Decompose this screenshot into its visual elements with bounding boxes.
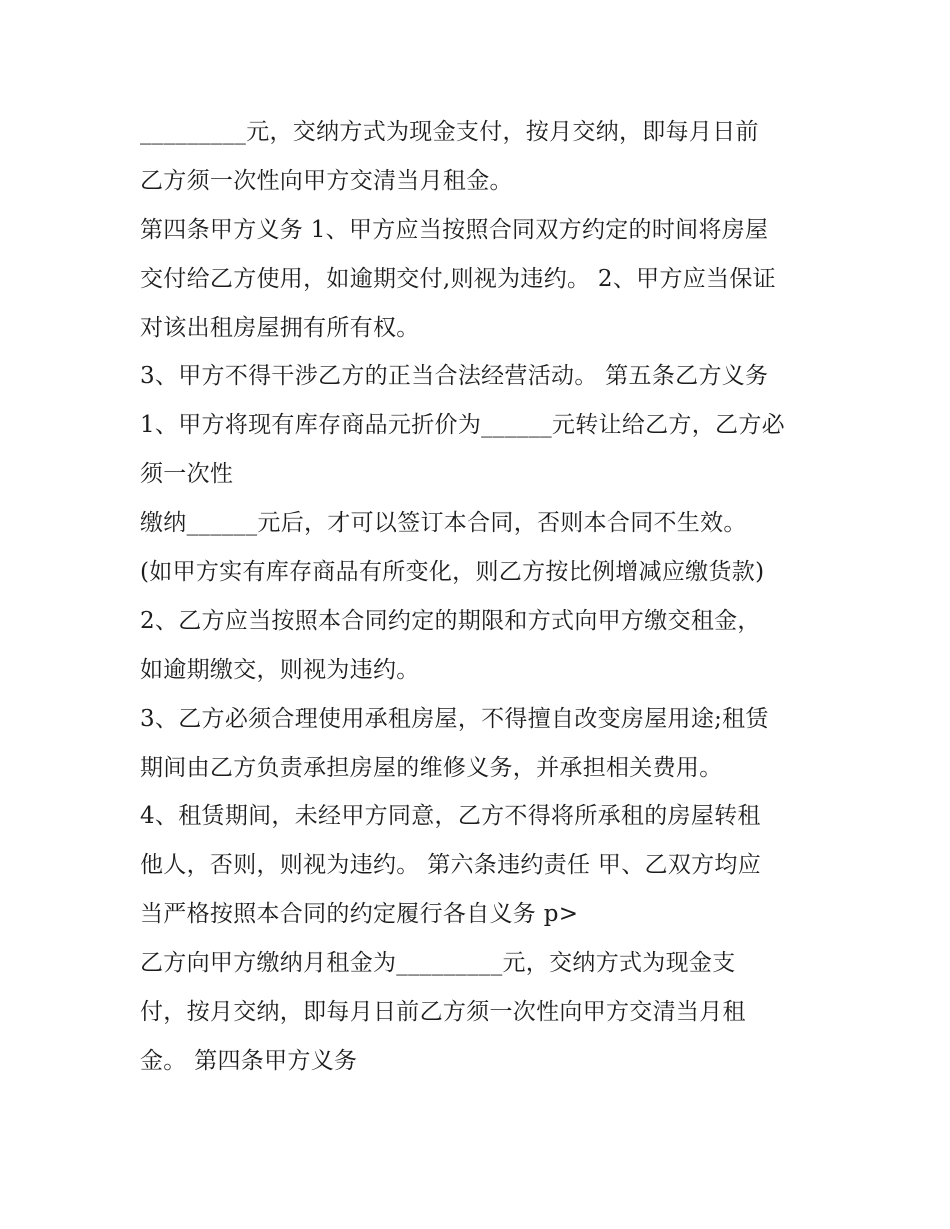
text-line: 乙方须一次性向甲方交清当月租金。 [140, 167, 513, 194]
text-line: 3、甲方不得干涉乙方的正当合法经营活动。 第五条乙方义务 [140, 363, 769, 390]
text-line: (如甲方实有库存商品有所变化，则乙方按比例增减应缴货款) [140, 559, 765, 586]
text-line: 他人，否则，则视为违约。 第六条违约责任 甲、乙双方均应 [140, 852, 762, 879]
document-body [140, 108, 820, 1086]
text-line: 缴纳______元后，才可以签订本合同，否则本合同不生效。 [140, 510, 747, 537]
text-line: 当严格按照本合同的约定履行各自义务 p> [140, 901, 579, 928]
text-line: 1、甲方将现有库存商品元折价为______元转让给乙方，乙方必 [140, 412, 785, 439]
text-line: 3、乙方必须合理使用承租房屋，不得擅自改变房屋用途;租赁 [140, 705, 769, 732]
text-line: 2、乙方应当按照本合同约定的期限和方式向甲方缴交租金， [140, 607, 761, 634]
text-line: 须一次性 [140, 461, 234, 488]
text-line: 4、租赁期间，未经甲方同意，乙方不得将所承租的房屋转租 [140, 803, 761, 830]
text-line: 对该出租房屋拥有所有权。 [140, 314, 420, 341]
text-line: 第四条甲方义务 1、甲方应当按照合同双方约定的时间将房屋 [140, 216, 769, 243]
text-line: 交付给乙方使用，如逾期交付,则视为违约。 2、甲方应当保证 [140, 265, 776, 292]
text-line: _________元，交纳方式为现金支付，按月交纳，即每月日前 [140, 119, 759, 145]
text-line: 金。 第四条甲方义务 [140, 1047, 358, 1074]
text-line: 乙方向甲方缴纳月租金为_________元，交纳方式为现金支 [140, 950, 736, 977]
text-line: 如逾期缴交，则视为违约。 [140, 656, 420, 683]
text-line: 付，按月交纳，即每月日前乙方须一次性向甲方交清当月租 [140, 999, 746, 1026]
text-line: 期间由乙方负责承担房屋的维修义务，并承担相关费用。 [140, 754, 723, 781]
